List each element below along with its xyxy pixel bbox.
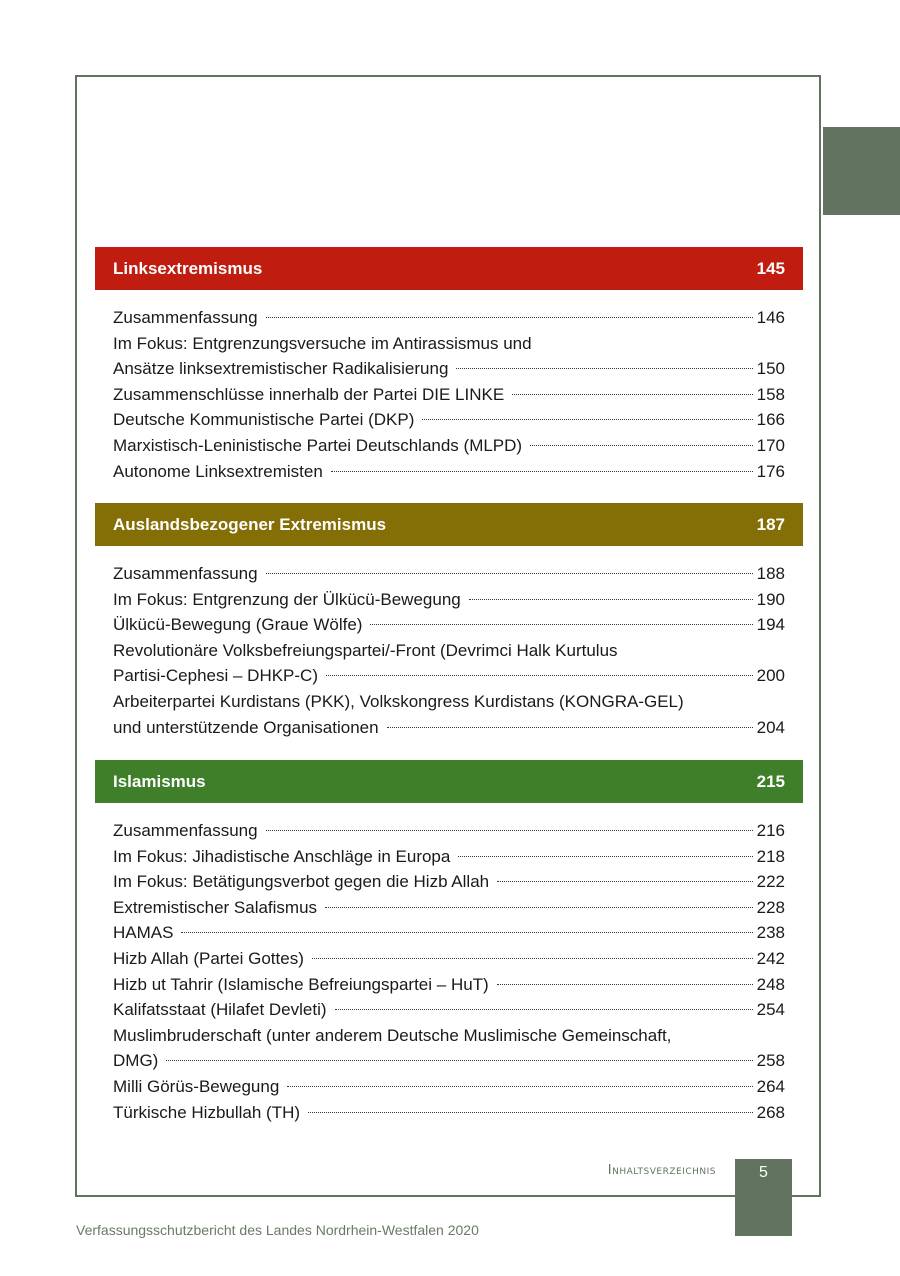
- toc-list-islamismus: [113, 818, 785, 1125]
- section-header-islamismus[interactable]: [95, 760, 803, 803]
- toc-entry[interactable]: Marxistisch-Leninistische Partei Deutschlands (MLPD) 170: [113, 435, 785, 455]
- toc-entry[interactable]: Im Fokus: Betätigungsverbot gegen die Hizb Allah 222: [113, 872, 785, 892]
- toc-entry-line[interactable]: Muslimbruderschaft (unter anderem Deutsche Muslimische Gemeinschaft,: [113, 1025, 672, 1045]
- toc-entry[interactable]: HAMAS 238: [113, 923, 785, 943]
- toc-entry[interactable]: Türkische Hizbullah (TH) 268: [113, 1102, 785, 1122]
- toc-entry[interactable]: Milli Görüs-Bewegung 264: [113, 1076, 785, 1096]
- toc-entry-line[interactable]: Arbeiterpartei Kurdistans (PKK), Volkskongress Kurdistans (KONGRA-GEL): [113, 691, 684, 711]
- toc-entry[interactable]: und unterstützende Organisationen 204: [113, 717, 785, 737]
- section-header-auslandsbezogener-extremismus[interactable]: [95, 503, 803, 546]
- toc-entry[interactable]: Zusammenfassung 216: [113, 821, 785, 840]
- toc-entry[interactable]: Hizb ut Tahrir (Islamische Befreiungspartei – HuT) 248: [113, 974, 785, 994]
- toc-entry[interactable]: Deutsche Kommunistische Partei (DKP) 166: [113, 410, 785, 430]
- section-title: Auslandsbezogener Extremismus: [113, 514, 387, 534]
- toc-entry-line[interactable]: Im Fokus: Entgrenzungsversuche im Antirassismus und: [113, 333, 532, 353]
- section-page: 145: [756, 258, 785, 278]
- toc-entry[interactable]: Kalifatsstaat (Hilafet Devleti) 254: [113, 1000, 785, 1020]
- page-number-box: [735, 1159, 792, 1236]
- toc-entry[interactable]: Zusammenschlüsse innerhalb der Partei DIE LINKE 158: [113, 384, 785, 404]
- section-header-linksextremismus[interactable]: [95, 247, 803, 290]
- section-page: 215: [756, 771, 785, 791]
- toc-entry[interactable]: Zusammenfassung 188: [113, 564, 785, 583]
- toc-entry-line[interactable]: Revolutionäre Volksbefreiungspartei/-Front (Devrimci Halk Kurtulus: [113, 640, 618, 660]
- toc-entry[interactable]: DMG) 258: [113, 1051, 785, 1071]
- chapter-tab-marker: [823, 127, 900, 215]
- page-number: 5: [759, 1164, 768, 1181]
- toc-entry[interactable]: Extremistischer Salafismus 228: [113, 897, 785, 917]
- toc-entry[interactable]: Autonome Linksextremisten 176: [113, 461, 785, 481]
- running-footer-label: Inhaltsverzeichnis: [607, 1163, 716, 1178]
- toc-entry[interactable]: Ansätze linksextremistischer Radikalisierung 150: [113, 359, 785, 379]
- section-title: Islamismus: [113, 771, 206, 791]
- toc-entry[interactable]: Hizb Allah (Partei Gottes) 242: [113, 948, 785, 968]
- toc-list-auslandsbezogener-extremismus: [113, 561, 785, 740]
- toc-entry[interactable]: Ülkücü-Bewegung (Graue Wölfe) 194: [113, 615, 785, 635]
- toc-entry[interactable]: Partisi-Cephesi – DHKP-C) 200: [113, 666, 785, 686]
- toc-entry[interactable]: Zusammenfassung 146: [113, 308, 785, 327]
- toc-list-linksextremismus: [113, 305, 785, 484]
- toc-entry[interactable]: Im Fokus: Entgrenzung der Ülkücü-Bewegung 190: [113, 589, 785, 609]
- section-page: 187: [756, 514, 785, 534]
- document-caption: Verfassungsschutzbericht des Landes Nordrhein-Westfalen 2020: [76, 1222, 479, 1238]
- section-title: Linksextremismus: [113, 258, 263, 278]
- toc-entry[interactable]: Im Fokus: Jihadistische Anschläge in Europa 218: [113, 846, 785, 866]
